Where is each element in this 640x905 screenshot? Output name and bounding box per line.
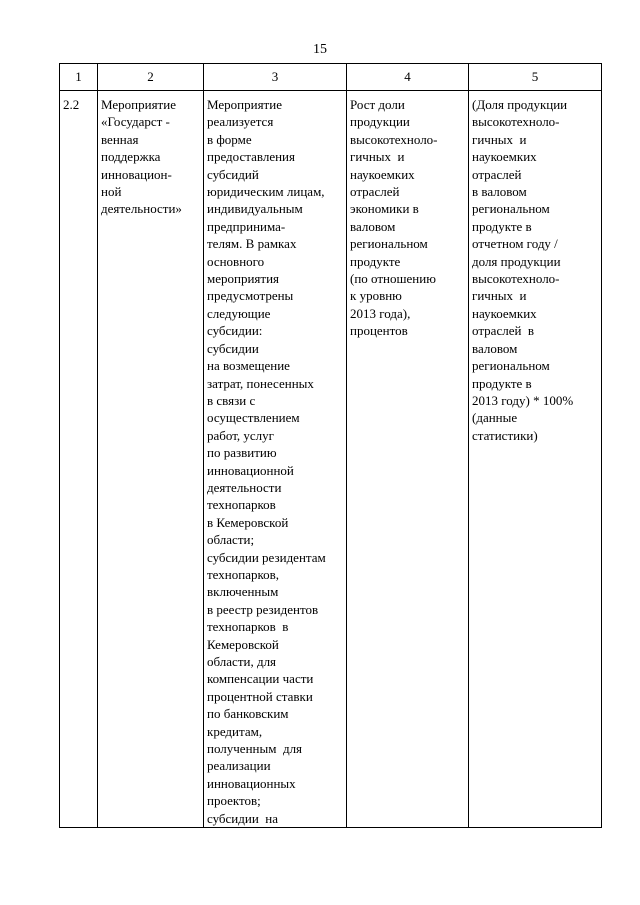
- column-header-3: 3: [204, 64, 347, 91]
- column-header-5: 5: [469, 64, 602, 91]
- measure-description: Мероприятие реализуется в форме предоставления субсидий юридическим лицам, индивидуальным предпринима- телям. В рамках основного мероприятия предусмотрены следующие субсидии: субсидии на возмещение затрат, понесенных в связи с осуществлением работ, услуг по развитию инновационной деятельности технопарков в Кемеровской области; субсидии резидентам технопарков, включенным в реестр резидентов технопарков в Кемеровской области, для компенсации части процентной ставки по банковским кредитам, полученным для реализации инновационных проектов; субсидии на: [207, 97, 326, 826]
- row-id-cell: [60, 91, 98, 828]
- indicator-formula: (Доля продукции высокотехноло- гичных и наукоемких отраслей в валовом региональном продукте в отчетном году / доля продукции высокотехноло- гичных и наукоемких отраслей в валовом региональном продукте в 2013 году) * 100% (данные статистики): [472, 97, 574, 443]
- column-header-2: 2: [98, 64, 204, 91]
- row-id: 2.2: [63, 97, 80, 112]
- column-header-4: 4: [347, 64, 469, 91]
- measure-description-cell: [204, 91, 347, 828]
- table-row: [60, 91, 602, 828]
- indicator-name: Рост доли продукции высокотехноло- гичных и наукоемких отраслей экономики в валовом региональном продукте (по отношению к уровню 2013 года), процентов: [350, 97, 438, 339]
- program-measures-table: [59, 63, 602, 828]
- measure-name-cell: [98, 91, 204, 828]
- measure-name: Мероприятие «Государст - венная поддержка инновацион- ной деятельности»: [101, 97, 182, 217]
- indicator-cell: [347, 91, 469, 828]
- table-header-row: [60, 64, 602, 91]
- column-header-1: 1: [60, 64, 98, 91]
- formula-cell: [469, 91, 602, 828]
- page-number: 15: [313, 42, 327, 57]
